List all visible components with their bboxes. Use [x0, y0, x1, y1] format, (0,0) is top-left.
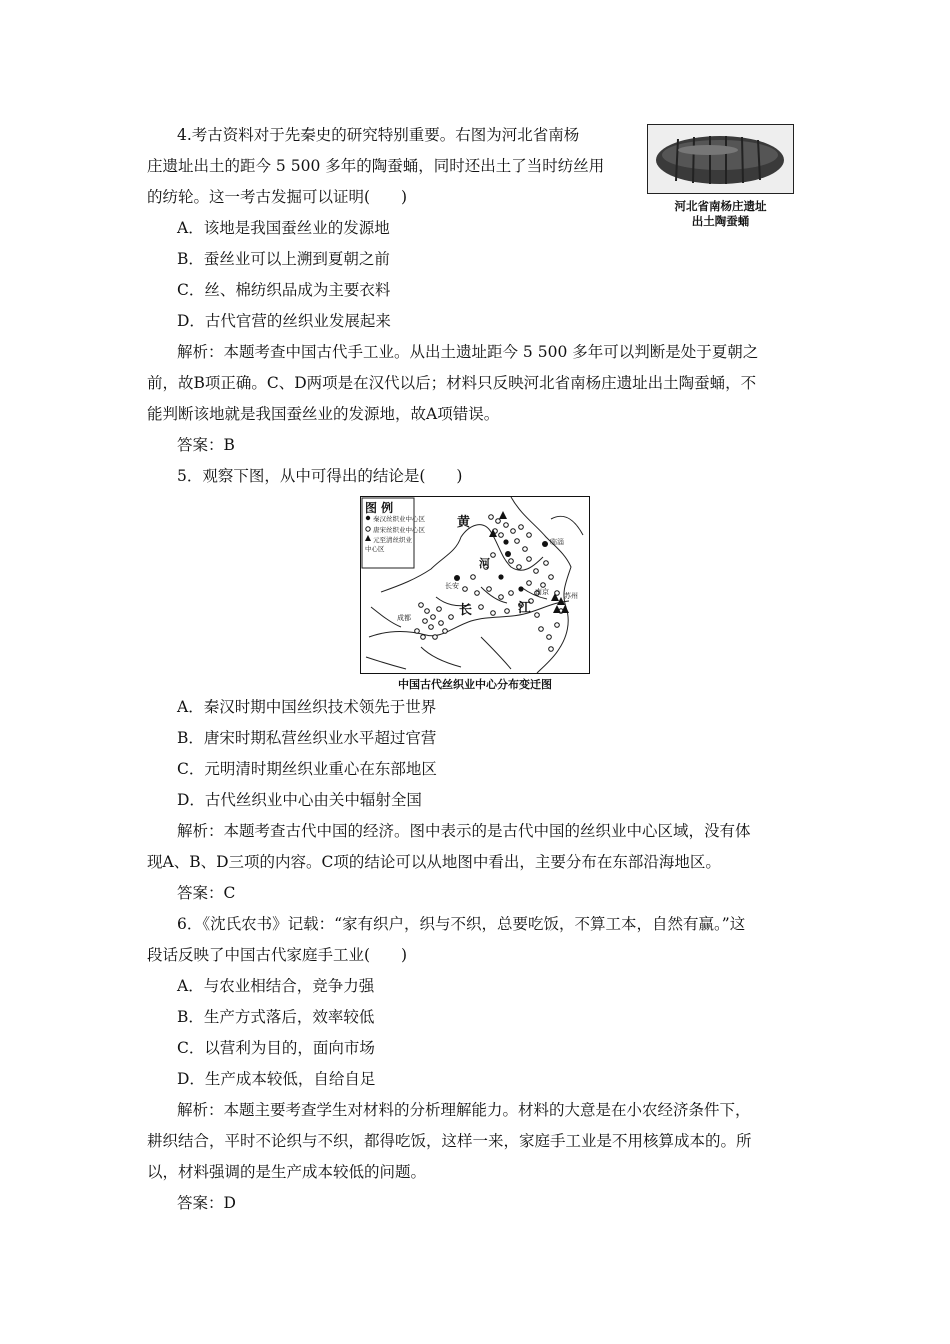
q6-answer: 答案：D [177, 1194, 236, 1212]
legend-qin-han: 秦汉丝织业中心区 [373, 515, 425, 523]
map-label-jiang: 江 [518, 601, 532, 616]
q6-option-b: B．生产方式落后，效率较低 [177, 1008, 375, 1026]
q5-option-b: B．唐宋时期私营丝织业水平超过官营 [177, 729, 437, 747]
q4-stem-line-3: 的纺轮。这一考古发掘可以证明( ) [147, 188, 408, 206]
map-label-linzi: 临淄 [550, 538, 564, 546]
map-caption: 中国古代丝织业中心分布变迁图 [398, 678, 552, 691]
q4-option-c: C．丝、棉纺织品成为主要衣料 [177, 281, 391, 299]
map-legend-title: 图 例 [365, 501, 394, 515]
q5-option-c: C．元明清时期丝织业重心在东部地区 [177, 760, 437, 778]
pottery-silkworm-photo [647, 124, 794, 194]
q4-stem-line-2: 庄遗址出土的距今 5 500 多年的陶蚕蛹，同时还出土了当时纺丝用 [147, 157, 605, 175]
q4-answer: 答案：B [177, 436, 235, 454]
legend-yuan-qing-1: 元至清丝织业 [373, 536, 412, 544]
q4-analysis-line-2: 前，故B项正确。C、D两项是在汉代以后；材料只反映河北省南杨庄遗址出土陶蚕蛹，不 [147, 374, 757, 392]
q5-analysis-line-2: 现A、B、D三项的内容。C项的结论可以从地图中看出，主要分布在东部沿海地区。 [147, 853, 721, 871]
map-label-chengdu: 成都 [397, 614, 411, 622]
q4-analysis-line-1: 解析：本题考查中国古代手工业。从出土遗址距今 5 500 多年可以判断是处于夏朝之 [177, 343, 759, 361]
silk-center-map [360, 496, 590, 674]
q5-option-a: A．秦汉时期中国丝织技术领先于世界 [177, 698, 437, 716]
q5-option-d: D．古代丝织业中心由关中辐射全国 [177, 791, 422, 809]
map-label-nanjing: 南京 [535, 588, 549, 596]
q4-analysis-line-3: 能判断该地就是我国蚕丝业的发源地，故A项错误。 [147, 405, 500, 423]
q4-option-d: D．古代官营的丝织业发展起来 [177, 312, 391, 330]
q6-analysis-line-2: 耕织结合，平时不论织与不织，都得吃饭，这样一来，家庭手工业是不用核算成本的。所 [147, 1132, 752, 1150]
q4-option-a: A．该地是我国蚕丝业的发源地 [177, 219, 390, 237]
q4-stem-line-1: 4.考古资料对于先秦史的研究特别重要。右图为河北省南杨 [177, 126, 580, 144]
q4-option-b: B．蚕丝业可以上溯到夏朝之前 [177, 250, 390, 268]
legend-yuan-qing-2: 中心区 [365, 545, 385, 553]
q6-option-d: D．生产成本较低，自给自足 [177, 1070, 376, 1088]
q6-stem-line-2: 段话反映了中国古代家庭手工业( ) [147, 946, 408, 964]
q6-option-c: C．以营利为目的，面向市场 [177, 1039, 375, 1057]
q5-stem: 5．观察下图，从中可得出的结论是( ) [177, 467, 463, 485]
map-label-he: 河 [479, 557, 490, 570]
q6-option-a: A．与农业相结合，竞争力强 [177, 977, 375, 995]
q5-analysis-line-1: 解析：本题考查古代中国的经济。图中表示的是古代中国的丝织业中心区域，没有体 [177, 822, 751, 840]
legend-tang-song: 唐宋丝织业中心区 [373, 526, 425, 534]
q5-answer: 答案：C [177, 884, 236, 902]
figure-caption-line-2: 出土陶蚕蛹 [691, 214, 750, 228]
figure-caption-line-1: 河北省南杨庄遗址 [674, 199, 767, 213]
q6-analysis-line-3: 以，材料强调的是生产成本较低的问题。 [147, 1163, 427, 1181]
q6-analysis-line-1: 解析：本题主要考查学生对材料的分析理解能力。材料的大意是在小农经济条件下， [177, 1101, 751, 1119]
q6-stem-line-1: 6．《沈氏农书》记载：“家有织户，织与不织，总要吃饭，不算工本，自然有赢。”这 [177, 915, 746, 933]
map-label-huang: 黄 [457, 515, 471, 530]
map-label-changan: 长安 [445, 582, 459, 590]
map-label-suzhou: 苏州 [564, 592, 578, 600]
map-label-chang: 长 [459, 603, 473, 618]
